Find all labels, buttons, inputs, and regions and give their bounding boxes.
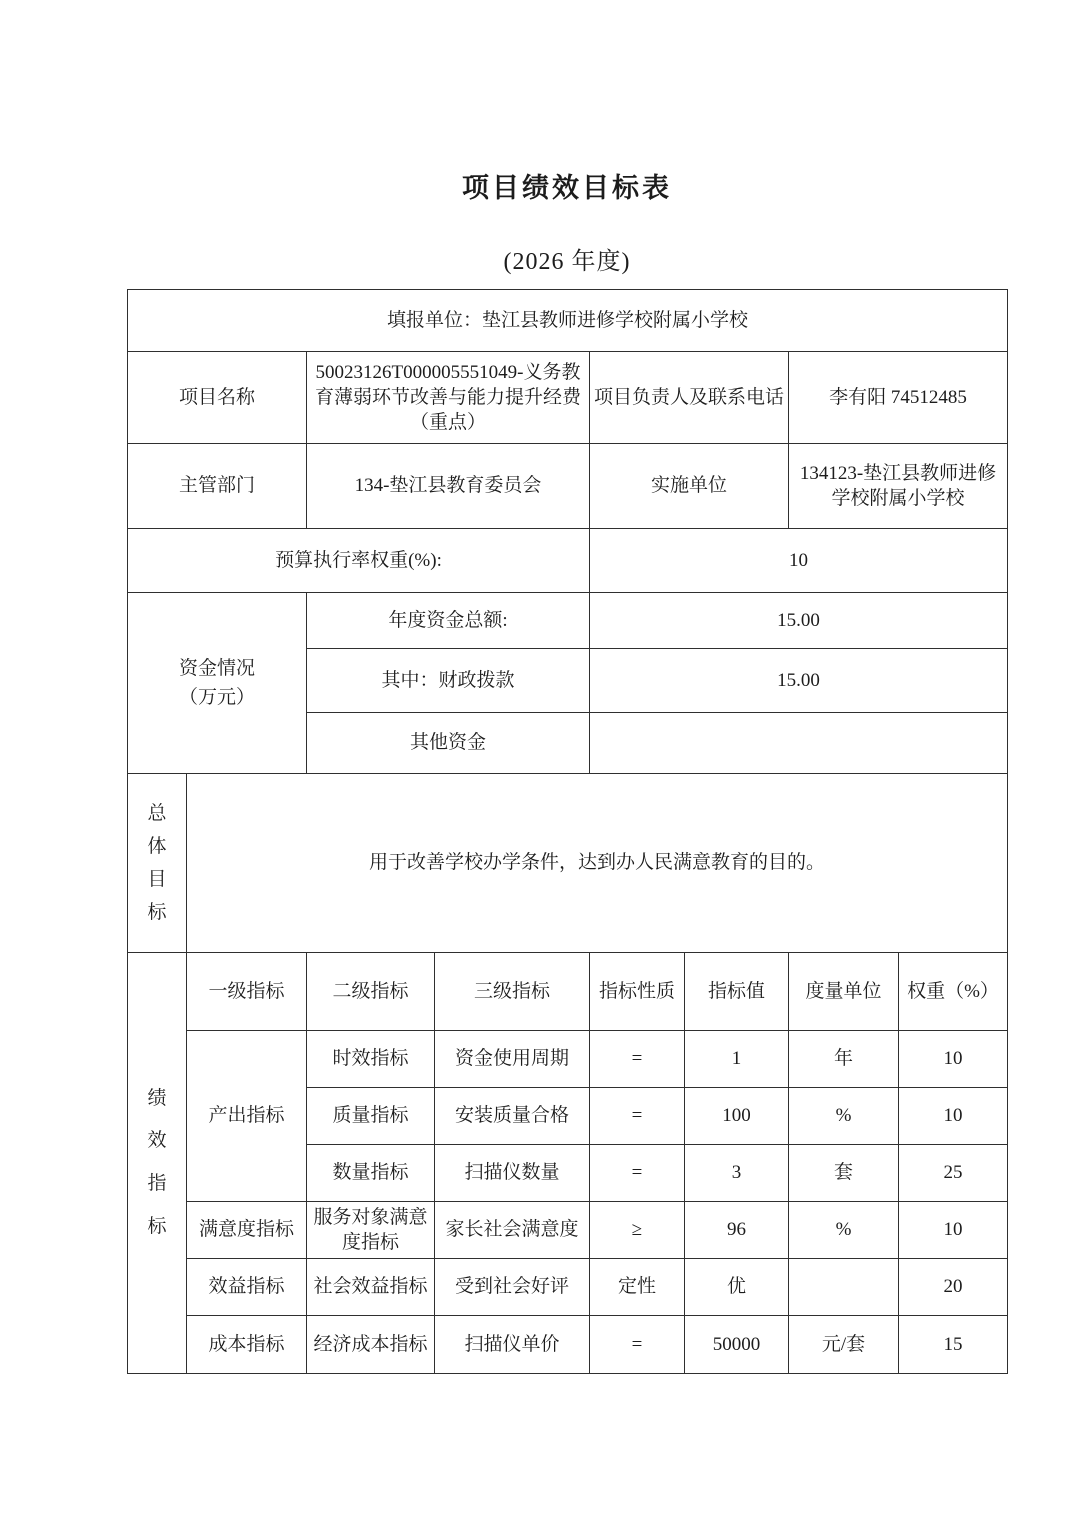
page-title: 项目绩效目标表: [462, 173, 672, 203]
cell-level2: 社会效益指标: [307, 1259, 435, 1316]
cell-level1-output: 产出指标: [187, 1031, 307, 1202]
cell-nature: =: [590, 1145, 685, 1202]
cell-value: 优: [685, 1259, 789, 1316]
header-level3: 三级指标: [435, 953, 590, 1031]
cell-implementing-unit-label: 实施单位: [590, 444, 789, 529]
cell-overall-goal-label: [128, 774, 187, 953]
cell-implementing-unit-value: 134123-垫江县教师进修学校附属小学校: [789, 444, 1008, 529]
cell-weight: 10: [899, 1031, 1008, 1088]
table-row: [128, 1259, 1008, 1316]
cell-nature: =: [590, 1031, 685, 1088]
header-level2: 二级指标: [307, 953, 435, 1031]
cell-value: 3: [685, 1145, 789, 1202]
cell-budget-weight-label: 预算执行率权重(%):: [128, 529, 590, 593]
cell-level3: 扫描仪数量: [435, 1145, 590, 1202]
cell-overall-goal-value: 用于改善学校办学条件，达到办人民满意教育的目的。: [187, 774, 1008, 953]
header-unit: 度量单位: [789, 953, 899, 1031]
page-subtitle: (2026 年度): [503, 249, 631, 275]
header-level1: 一级指标: [187, 953, 307, 1031]
cell-funding-other-value: [590, 713, 1008, 774]
funding-label-line2: （万元）: [178, 687, 255, 708]
cell-level2: 数量指标: [307, 1145, 435, 1202]
cell-project-name-label: 项目名称: [128, 352, 307, 444]
cell-funding-fiscal-label: 其中：财政拨款: [307, 649, 590, 713]
cell-nature: =: [590, 1088, 685, 1145]
cell-funding-label: [128, 593, 307, 774]
header-nature: 指标性质: [590, 953, 685, 1031]
cell-level1-benefit: 效益指标: [187, 1259, 307, 1316]
cell-value: 96: [685, 1202, 789, 1259]
cell-unit: 元/套: [789, 1316, 899, 1374]
cell-funding-other-label: 其他资金: [307, 713, 590, 774]
performance-vertical-label: 绩效指标: [147, 1087, 167, 1237]
cell-budget-weight-value: 10: [590, 529, 1008, 593]
header-value: 指标值: [685, 953, 789, 1031]
cell-project-leader-value: 李有阳 74512485: [789, 352, 1008, 444]
cell-unit: %: [789, 1088, 899, 1145]
cell-funding-fiscal-value: 15.00: [590, 649, 1008, 713]
cell-level3: 扫描仪单价: [435, 1316, 590, 1374]
cell-level3: 资金使用周期: [435, 1031, 590, 1088]
overall-goal-vertical-label: 总体目标: [147, 802, 167, 924]
cell-weight: 25: [899, 1145, 1008, 1202]
performance-target-table: [127, 289, 1008, 1374]
cell-unit: [789, 1259, 899, 1316]
table-row: [128, 1202, 1008, 1259]
funding-label-line1: 资金情况: [178, 657, 255, 679]
cell-level3: 受到社会好评: [435, 1259, 590, 1316]
cell-level2: 质量指标: [307, 1088, 435, 1145]
cell-level1-satisfaction: 满意度指标: [187, 1202, 307, 1259]
cell-funding-total-label: 年度资金总额:: [307, 593, 590, 649]
cell-level2: 时效指标: [307, 1031, 435, 1088]
cell-unit: %: [789, 1202, 899, 1259]
cell-project-name-value: 50023126T000005551049-义务教育薄弱环节改善与能力提升经费（重点）: [307, 352, 590, 444]
table-row: [128, 1316, 1008, 1374]
cell-weight: 10: [899, 1088, 1008, 1145]
cell-level3: 安装质量合格: [435, 1088, 590, 1145]
cell-supervisor-dept-label: 主管部门: [128, 444, 307, 529]
cell-value: 50000: [685, 1316, 789, 1374]
cell-level2: 服务对象满意度指标: [307, 1202, 435, 1259]
cell-reporting-unit: 填报单位：垫江县教师进修学校附属小学校: [128, 290, 1008, 352]
header-weight: 权重（%）: [899, 953, 1008, 1031]
cell-level3: 家长社会满意度: [435, 1202, 590, 1259]
cell-nature: =: [590, 1316, 685, 1374]
cell-supervisor-dept-value: 134-垫江县教育委员会: [307, 444, 590, 529]
cell-level1-cost: 成本指标: [187, 1316, 307, 1374]
cell-value: 1: [685, 1031, 789, 1088]
cell-level2: 经济成本指标: [307, 1316, 435, 1374]
cell-weight: 15: [899, 1316, 1008, 1374]
cell-weight: 10: [899, 1202, 1008, 1259]
cell-performance-section-label: [128, 953, 187, 1374]
cell-nature: 定性: [590, 1259, 685, 1316]
cell-nature: ≥: [590, 1202, 685, 1259]
cell-value: 100: [685, 1088, 789, 1145]
cell-weight: 20: [899, 1259, 1008, 1316]
cell-unit: 年: [789, 1031, 899, 1088]
cell-funding-total-value: 15.00: [590, 593, 1008, 649]
table-row: [128, 1031, 1008, 1088]
cell-project-leader-label: 项目负责人及联系电话: [590, 352, 789, 444]
cell-unit: 套: [789, 1145, 899, 1202]
